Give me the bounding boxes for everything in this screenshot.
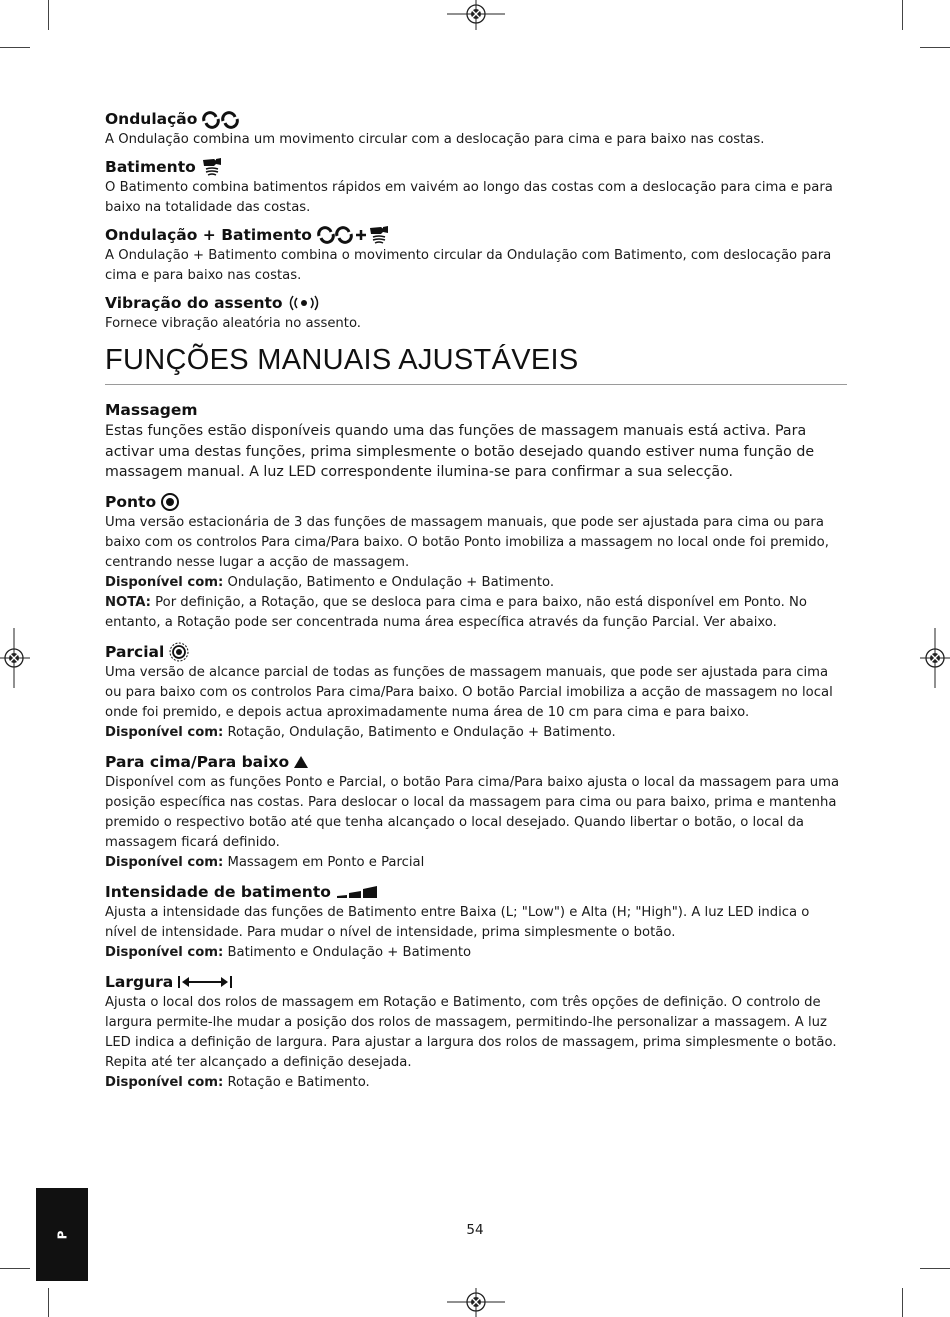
availability-text: Massagem em Ponto e Parcial: [223, 854, 425, 870]
section-title-text: Ponto: [105, 492, 157, 511]
section-title: [105, 292, 845, 314]
availability-line: [105, 723, 845, 743]
crop-mark: [48, 0, 49, 30]
section-text: Uma versão de alcance parcial de todas as funções de massagem manuais, que pode ser ajustada para cima ou para baixo com os controlos Para cima/Para baixo. O botão Parcial imobiliza a acção de massagem no local onde foi premido, e depois actua aproximadamente numa área de 10 cm para cima e para baixo.: [105, 664, 833, 720]
section-text: Estas funções estão disponíveis quando uma das funções de massagem manuais está activa. Para activar uma destas funções, prima simplesmente o botão desejado quando estiver numa função de massagem manual. A luz LED correspondente ilumina-se para confirmar a sua selecção.: [105, 423, 815, 480]
availability-label: Disponível com:: [105, 854, 224, 870]
note-text: Por definição, a Rotação, que se desloca para cima e para baixo, não está disponível em Ponto. No entanto, a Rotação pode ser concentrada numa área específica através da função Parcial. Ver abaixo.: [105, 594, 807, 630]
page-content: [105, 108, 845, 1101]
section-title: [105, 156, 845, 178]
seat-vibration-icon: [287, 294, 321, 312]
section-title-text: Vibração do assento: [105, 294, 283, 312]
section-text: O Batimento combina batimentos rápidos em vaivém ao longo das costas com a deslocação para cima e para baixo na totalidade das costas.: [105, 180, 833, 215]
title-divider: [105, 384, 847, 385]
section-title: [105, 641, 845, 663]
section-title-text: Intensidade de batimento: [105, 882, 331, 901]
section-massagem: [105, 399, 845, 483]
section-text: Ajusta a intensidade das funções de Batimento entre Baixa (L; "Low") e Alta (H; "High"). A luz LED indica o nível de intensidade. Para mudar o nível de intensidade, prima simplesmente o botão.: [105, 904, 810, 940]
crop-mark: [920, 47, 950, 48]
section-title: [105, 751, 845, 773]
availability-text: Batimento e Ondulação + Batimento: [223, 944, 472, 960]
registration-mark-icon: [447, 0, 505, 30]
section-para-cima-baixo: [105, 751, 845, 873]
section-ondulacao-batimento: [105, 224, 845, 286]
section-text: A Ondulação combina um movimento circular com a deslocação para cima e para baixo nas costas.: [105, 132, 765, 147]
crop-mark: [920, 1268, 950, 1269]
section-text: Uma versão estacionária de 3 das funções de massagem manuais, que pode ser ajustada para cima ou para baixo com os controlos Para cima/Para baixo. O botão Ponto imobiliza a massagem no local onde foi premido, centrando nesse lugar a acção de massagem.: [105, 514, 829, 570]
section-ponto: [105, 491, 845, 633]
section-title-text: Batimento: [105, 158, 196, 176]
section-text: A Ondulação + Batimento combina o movimento circular da Ondulação com Batimento, com deslocação para cima e para baixo nas costas.: [105, 248, 832, 283]
availability-text: Ondulação, Batimento e Ondulação + Batimento.: [223, 574, 555, 590]
section-title: [105, 399, 845, 421]
section-title: [105, 108, 845, 130]
section-vibracao-assento: [105, 292, 845, 334]
crop-mark: [48, 1288, 49, 1317]
section-title-text: Massagem: [105, 401, 198, 419]
tapping-massage-icon: [200, 156, 224, 178]
width-arrow-icon: [177, 974, 233, 990]
crop-mark: [902, 1288, 903, 1317]
section-title-text: Parcial: [105, 642, 165, 661]
note-label: NOTA:: [105, 594, 151, 610]
section-intensidade: [105, 881, 845, 963]
registration-mark-icon: [447, 1288, 505, 1317]
crop-mark: [902, 0, 903, 30]
section-text: Disponível com as funções Ponto e Parcial, o botão Para cima/Para baixo ajusta o local da massagem para uma posição específica nas costas. Para deslocar o local da massagem para cima ou para baixo, prima e mantenha premido o respectivo botão até que tenha alcançado o local desejado. Quando libertar o botão, o local da massagem ficará definido.: [105, 774, 840, 850]
crop-mark: [0, 1268, 30, 1269]
section-title: [105, 224, 845, 246]
availability-line: [105, 1073, 845, 1093]
wave-massage-icon: [201, 109, 241, 129]
availability-text: Rotação, Ondulação, Batimento e Ondulação + Batimento.: [223, 724, 616, 740]
up-triangle-icon: [293, 754, 309, 770]
section-batimento: [105, 156, 845, 218]
section-title: [105, 971, 845, 993]
section-title-text: Largura: [105, 972, 174, 991]
registration-mark-icon: [920, 628, 950, 688]
section-title: [105, 491, 845, 513]
availability-text: Rotação e Batimento.: [223, 1074, 370, 1090]
section-title-text: Para cima/Para baixo: [105, 752, 290, 771]
section-text: Fornece vibração aleatória no assento.: [105, 316, 361, 331]
intensity-bars-icon: [335, 884, 379, 900]
availability-label: Disponível com:: [105, 724, 224, 740]
section-title-text: Ondulação: [105, 110, 198, 128]
registration-mark-icon: [0, 628, 30, 688]
page-number: 54: [466, 1222, 484, 1238]
note-line: [105, 593, 845, 633]
section-title-text: Ondulação + Batimento: [105, 226, 312, 244]
page-title: FUNÇÕES MANUAIS AJUSTÁVEIS: [105, 344, 579, 376]
availability-line: [105, 943, 845, 963]
crop-mark: [0, 47, 30, 48]
availability-label: Disponível com:: [105, 1074, 224, 1090]
section-ondulacao: [105, 108, 845, 150]
section-largura: [105, 971, 845, 1093]
language-tab-label: P: [54, 1230, 69, 1239]
availability-line: [105, 853, 845, 873]
section-title: [105, 881, 845, 903]
wave-plus-tapping-icon: [316, 224, 396, 246]
availability-label: Disponível com:: [105, 574, 224, 590]
partial-target-icon: [168, 641, 190, 663]
availability-line: [105, 573, 845, 593]
section-text: Ajusta o local dos rolos de massagem em Rotação e Batimento, com três opções de definição. O controlo de largura permite-lhe mudar a posição dos rolos de massagem, permitindo-lhe personalizar a massagem. A luz LED indica a definição de largura. Para ajustar a largura dos rolos de massagem, prima simplesmente o botão. Repita até ter alcançado a definição desejada.: [105, 994, 837, 1070]
section-parcial: [105, 641, 845, 743]
spot-target-icon: [160, 492, 180, 512]
availability-label: Disponível com:: [105, 944, 224, 960]
